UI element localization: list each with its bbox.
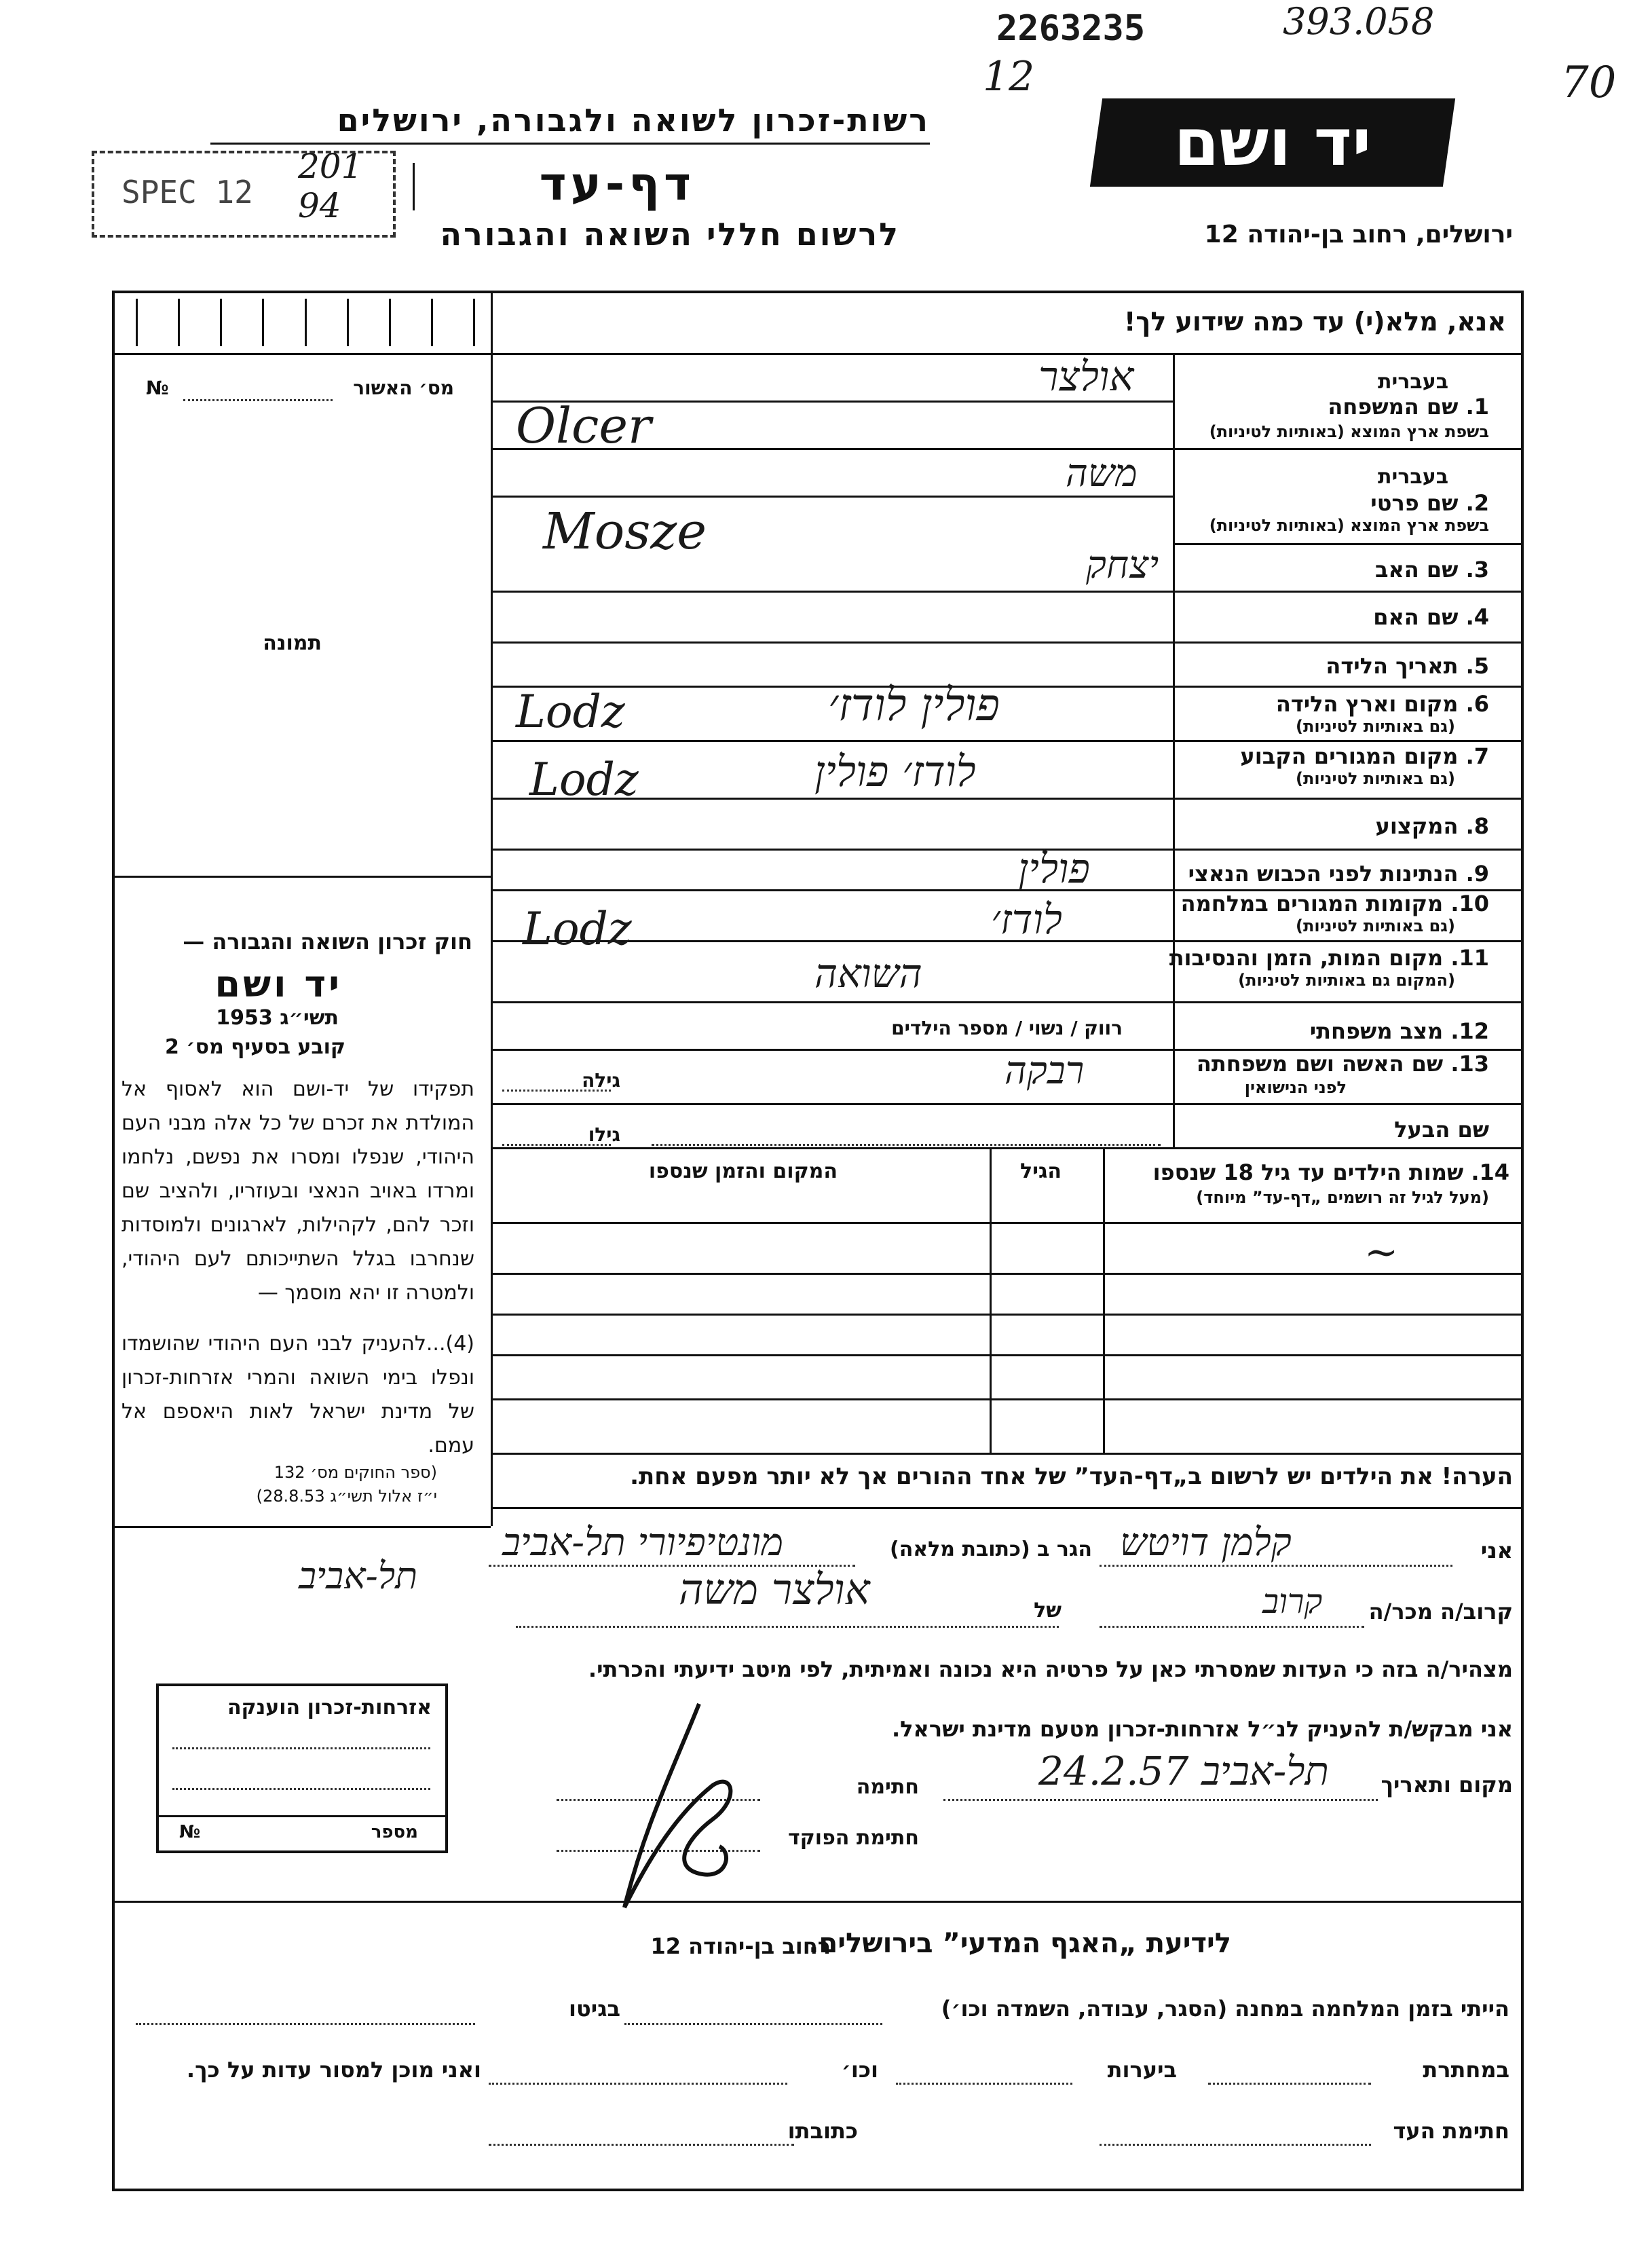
witness-signature — [597, 1690, 774, 1921]
handwritten-archive-number: 393.058 — [1283, 0, 1435, 43]
wife-age-field[interactable] — [502, 1090, 611, 1092]
field-9-label: 9. הנתינות לפני הכבוש הנאצי — [1188, 861, 1489, 887]
children-dash: ~ — [1364, 1229, 1399, 1276]
signature-label: חתימה — [856, 1775, 919, 1799]
field-10-value[interactable]: לודז׳ — [991, 896, 1062, 944]
citizenship-granted-box: אזרחות-זכרון הוענקה מספר № — [156, 1683, 448, 1853]
witness-declaration: מצהיר/ה בזה כי העדות שמסרתי כאן על פרטיה היא נכונה ואמיתית, לפי מיטב ידיעתי והכרתי. — [588, 1656, 1513, 1682]
field-2-latin-value[interactable]: Mosze — [543, 502, 707, 561]
field-5-label: 5. תאריך הלידה — [1326, 653, 1489, 679]
witness-of-label: של — [1034, 1599, 1062, 1622]
law-year: תשי״ג 1953 — [216, 1006, 339, 1030]
field-11-label: 11. מקום המות, הזמן והנסיבות — [1169, 945, 1489, 971]
authority-title: רשות-זכרון לשואה ולגבורה, ירושלים — [337, 102, 930, 138]
approval-number-field[interactable] — [183, 399, 333, 401]
law-clause: קובע בסעיף מס׳ 2 — [164, 1035, 345, 1059]
etc-label: וכו׳ — [841, 2057, 878, 2083]
yad-vashem-logo: יד ושם — [1090, 98, 1455, 187]
field-9-value[interactable]: פולין — [1018, 845, 1090, 893]
field-1-origin-label: בשפת ארץ המוצא (באותיות לטיניות) — [1209, 422, 1489, 441]
field-13-value[interactable]: רבקה — [1005, 1049, 1085, 1093]
witness-request: אני מבקש/ת להעניק לנ״ל אזרחות-זכרון מטעם מדינת ישראל. — [892, 1716, 1513, 1742]
scientific-dept-heading: לידיעת „האגף המדעי” בירושלים. — [808, 1928, 1231, 1959]
header-address: ירושלים, רחוב בן-יהודה 12 — [1204, 221, 1513, 248]
law-title: חוק זכרון השואה והגבורה — — [183, 929, 472, 954]
witness-address-bottom-label: כתובתו — [787, 2118, 858, 2144]
field-3-value[interactable]: יצחק — [1086, 543, 1159, 587]
field-10-label: 10. מקומות המגורים במלחמה — [1180, 891, 1489, 916]
approval-number-label: מס׳ האשור — [353, 377, 454, 399]
law-ref-2: י״ז אלול תשי״ג 28.8.53) — [256, 1487, 437, 1506]
field-10-latin-label: (גם באותיות לטיניות) — [1296, 916, 1455, 935]
intro-instruction: אנא, מלא(י) עד כמה שידוע לך! — [1124, 307, 1506, 337]
form-subtitle: לרשום חללי השואה והגבורה — [440, 216, 900, 253]
field-6-latin-value[interactable]: Lodz — [516, 686, 625, 738]
field-14-label: 14. שמות הילדים עד גיל 18 שנספו — [1152, 1159, 1509, 1185]
law-name: יד ושם — [214, 963, 342, 1005]
witness-sig-label: חתימת העד — [1393, 2118, 1509, 2144]
witness-of-value[interactable]: אולצר משה — [679, 1565, 870, 1614]
children-col-place: המקום והזמן שנספו — [648, 1159, 838, 1183]
field-12-label: 12. מצב משפחתי — [1309, 1018, 1489, 1044]
field-13-sub-label: לפני הנישואין — [1244, 1078, 1347, 1097]
witness-address-label: הגר ב (כתובת מלאה) — [889, 1538, 1092, 1561]
field-3-label: 3. שם האב — [1374, 557, 1489, 582]
field-4-label: 4. שם האם — [1373, 604, 1489, 630]
place-date-label: מקום ותאריך — [1381, 1772, 1513, 1798]
witness-address-value[interactable]: מונטיפיורי תל-אביב — [502, 1521, 784, 1565]
witness-relation-value[interactable]: קרוב — [1262, 1582, 1323, 1621]
field-7-latin-value[interactable]: Lodz — [529, 754, 639, 806]
handwritten-corner-mark: 70 — [1561, 58, 1617, 108]
husband-label: שם הבעל — [1394, 1117, 1489, 1142]
field-6-latin-label: (גם באותיות לטיניות) — [1296, 717, 1455, 736]
officer-signature-label: חתימת הפוקד — [788, 1826, 919, 1850]
children-col-age: הגיל — [1020, 1159, 1062, 1183]
camp-field[interactable] — [624, 2023, 882, 2025]
field-13-label: 13. שם האשה ושם משפחתה — [1196, 1051, 1489, 1077]
children-note: הערה! את הילדים יש לרשום ב„דף-העד” של אחד ההורים אך לא יותר מפעם אחת. — [630, 1463, 1513, 1490]
approval-tick-boxes — [136, 299, 475, 346]
field-6-value[interactable]: פולין לודז׳ — [828, 679, 1000, 731]
photo-label: תמונה — [263, 631, 322, 655]
etc-field[interactable] — [489, 2083, 787, 2085]
field-14-sub-label: (מעל לגיל זה רושמים „דף-עד” מיוחד) — [1196, 1188, 1489, 1207]
received-date-stamp: SPEC 12 201 94 — [92, 151, 396, 238]
ghetto-field[interactable] — [136, 2023, 475, 2025]
testify-statement: ואני מוכן למסור עדות על כך. — [186, 2057, 481, 2083]
wife-age-label: גילה — [582, 1069, 620, 1092]
witness-name-value[interactable]: קלמן דויטש — [1120, 1521, 1292, 1565]
witness-relation-label: קרוב/ה מכר/ה — [1368, 1599, 1513, 1624]
husband-age-field[interactable] — [502, 1144, 611, 1146]
hebrew-label-1: בעברית — [1378, 370, 1448, 394]
place-date-value[interactable]: תל-אביב 24.2.57 — [1038, 1748, 1329, 1794]
field-2-hebrew-value[interactable]: משה — [1066, 451, 1138, 496]
field-11-sub-label: (המקום גם באותיות לטיניות) — [1238, 971, 1455, 990]
camp-line-label: הייתי בזמן המלחמה במחנה (הסגר, עבודה, השמדה וכו׳) — [941, 1996, 1509, 2022]
law-body: תפקידו של יד-ושם הוא לאסוף אל המולדת את זכרם של כל אלה מבני העם היהודי, שנפלו ומסרו את נפשם, נלחמו ומרדו באויב הנאצי ובעוזריו, ולהציב שם וזכר להם, לקהילות, לארגונים ולמוסדות שנחרבו בגלל השתייכותם לעם היהודי, ולמטרה זו יהא מוסמך — — [121, 1077, 474, 1305]
field-1-label: 1. שם המשפחה — [1328, 394, 1489, 420]
husband-age-label: גילו — [588, 1123, 620, 1146]
witness-handwritten-note: תל-אביב — [299, 1555, 418, 1597]
underground-label: במחתרת — [1423, 2057, 1509, 2083]
witness-address-bottom-field[interactable] — [489, 2144, 794, 2146]
forests-label: ביערות — [1107, 2057, 1177, 2083]
handwritten-page-mark: 12 — [983, 53, 1035, 100]
field-7-latin-label: (גם באותיות לטיניות) — [1296, 769, 1455, 788]
field-6-label: 6. מקום וארץ הלידה — [1275, 691, 1489, 717]
scientific-dept-address: רחוב בן-יהודה 12 — [650, 1933, 831, 1959]
field-8-label: 8. המקצוע — [1375, 813, 1489, 839]
archive-number-stamp: 2263235 — [996, 8, 1146, 49]
field-1-hebrew-value[interactable]: אולצר — [1038, 353, 1134, 401]
witness-sig-field[interactable] — [1100, 2144, 1371, 2146]
law-ref-1: (ספר החוקים מס׳ 132 — [274, 1463, 437, 1482]
field-1-latin-value[interactable]: Olcer — [516, 397, 652, 454]
husband-name-field[interactable] — [652, 1144, 1161, 1146]
underground-field[interactable] — [1208, 2083, 1371, 2085]
field-11-value[interactable]: השואה — [814, 950, 922, 997]
hebrew-label-2: בעברית — [1378, 465, 1448, 489]
ghetto-label: בגיטו — [569, 1996, 620, 2022]
witness-i-label: אני — [1480, 1538, 1513, 1563]
field-2-origin-label: בשפת ארץ המוצא (באותיות לטיניות) — [1209, 516, 1489, 535]
field-7-value[interactable]: לודז׳ פולין — [814, 747, 976, 796]
field-10-latin-value[interactable]: Lodz — [523, 903, 632, 955]
field-12-options: רווק / נשוי / מספר הילדים — [891, 1017, 1123, 1039]
law-clause-4: (4)...להעניק לבני העם היהודי שהושמדו ונפלו בימי השואה והמרי אזרחות-זכרון של מדינת ישראל לאות היאספם אל עמם. — [121, 1332, 474, 1457]
field-2-label: 2. שם פרטי — [1370, 490, 1489, 516]
field-7-label: 7. מקום המגורים הקבוע — [1240, 743, 1489, 769]
form-title: דף-עד — [539, 157, 695, 211]
forests-field[interactable] — [896, 2083, 1072, 2085]
